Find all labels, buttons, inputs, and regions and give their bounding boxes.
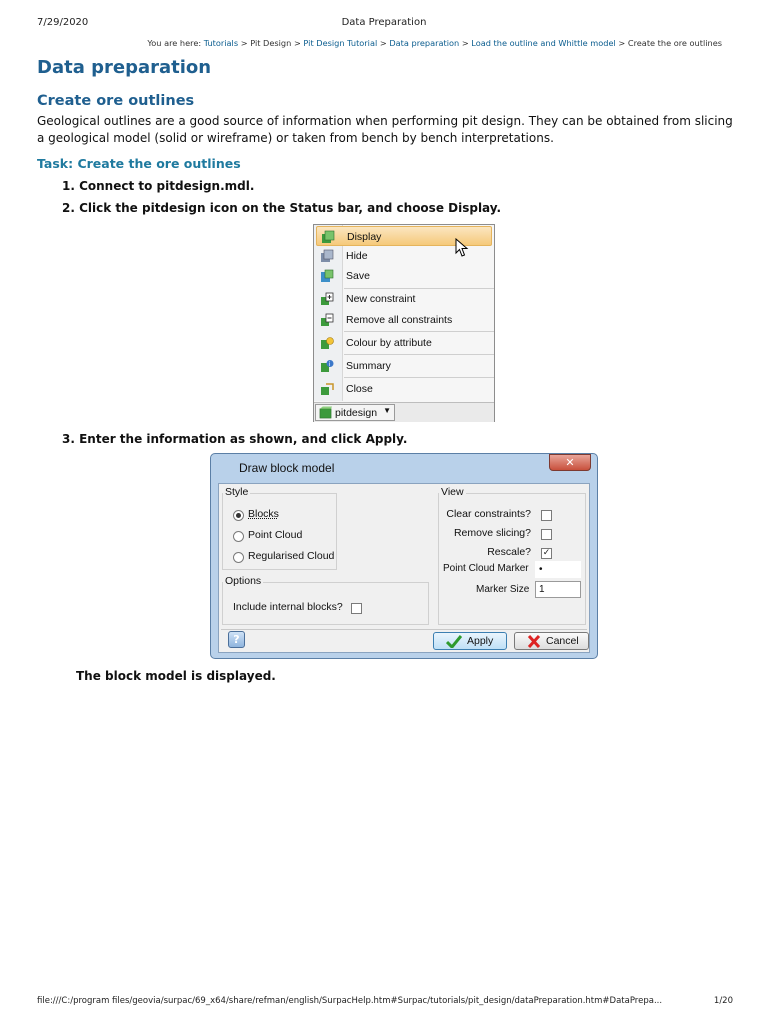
point-cloud-marker-field[interactable]: • [535,561,581,578]
marker-size-label: Marker Size [476,584,530,595]
menu-item-display[interactable]: Display [316,226,492,246]
help-button[interactable]: ? [228,631,245,648]
marker-size-field[interactable]: 1 [535,581,581,598]
draw-block-model-dialog [210,453,598,659]
page-title: Data preparation [37,57,212,78]
print-date: 7/29/2020 [37,17,89,28]
radio-point-cloud[interactable] [233,531,244,542]
style-group-label: Style [225,486,249,498]
pitdesign-context-menu [313,224,495,422]
menu-item-summary[interactable]: i Summary [316,356,492,376]
step-1: 1. Connect to pitdesign.mdl. [62,179,255,193]
breadcrumb-prefix: You are here: [147,38,202,48]
options-group-label: Options [225,575,262,587]
breadcrumb-load-outline[interactable]: Load the outline and Whittle model [471,38,616,48]
apply-button[interactable]: Apply [433,632,507,650]
rescale-checkbox[interactable]: ✓ [542,548,551,558]
breadcrumb: You are here: Tutorials > Pit Design > Pit Design Tutorial > Data preparation > Load the outline and Whittle model > Create the ore outlines [147,38,722,48]
block-model-icon [319,406,332,419]
summary-icon [320,359,334,373]
view-group-label: View [441,486,464,498]
status-bar [314,402,494,422]
radio-regularised-cloud-label[interactable]: Regularised Cloud [248,550,335,562]
menu-item-close[interactable]: Close [316,379,492,399]
task-title: Task: Create the ore outlines [37,156,241,171]
dialog-client [218,483,590,653]
display-icon [321,230,335,244]
remove-constraints-icon [320,313,334,327]
breadcrumb-pit-design-tutorial[interactable]: Pit Design Tutorial [303,38,378,48]
footer-page-number: 1/20 [713,996,733,1006]
radio-blocks[interactable] [233,510,244,521]
pitdesign-status-button[interactable]: pitdesign ▼ [315,404,395,421]
cancel-button[interactable]: Cancel [514,632,589,650]
dialog-close-button[interactable]: ✕ [549,454,591,471]
colour-attribute-icon [320,336,334,350]
save-icon [320,269,334,283]
menu-item-new-constraint[interactable]: New constraint [316,289,492,309]
remove-slicing-label: Remove slicing? [453,527,531,539]
hide-icon [320,249,334,263]
breadcrumb-tutorials[interactable]: Tutorials [203,38,239,48]
radio-regularised-cloud[interactable] [233,552,244,563]
remove-slicing-checkbox[interactable] [541,529,552,540]
footer-path: file:///C:/program files/geovia/surpac/69_x64/share/refman/english/SurpacHelp.htm#Surpac/tutorials/pit_design/dataPreparation.htm#DataPrepa... [37,996,663,1006]
cross-icon [527,635,541,648]
clear-constraints-label: Clear constraints? [446,508,531,520]
dialog-title: Draw block model [239,461,335,475]
radio-point-cloud-label[interactable]: Point Cloud [248,529,303,541]
breadcrumb-current: Create the ore outlines [627,38,722,48]
rescale-label: Rescale? [487,546,531,558]
step-3: 3. Enter the information as shown, and click Apply. [62,432,408,446]
breadcrumb-pit-design: Pit Design [250,38,292,48]
print-title: Data Preparation [341,17,427,28]
menu-item-hide[interactable]: Hide [316,246,492,266]
include-internal-label: Include internal blocks? [233,601,343,613]
svg-text:i: i [328,361,331,368]
menu-item-remove-constraints[interactable]: Remove all constraints [316,310,492,330]
check-icon [446,635,462,648]
menu-item-save[interactable]: Save [316,266,492,286]
clear-constraints-checkbox[interactable] [541,510,552,521]
point-cloud-marker-label: Point Cloud Marker [443,563,529,574]
new-constraint-icon [320,292,334,306]
close-model-icon [320,382,334,396]
step-2: 2. Click the pitdesign icon on the Status bar, and choose Display. [62,201,502,215]
result-note: The block model is displayed. [76,669,276,683]
intro-paragraph: Geological outlines are a good source of information when performing pit design. They can be obtained from slicing a geological model (solid or wireframe) or taken from bench by bench interpretations. [37,114,733,145]
chevron-down-icon: ▼ [383,406,391,415]
breadcrumb-data-preparation[interactable]: Data preparation [389,38,460,48]
include-internal-checkbox[interactable] [351,603,362,614]
menu-item-colour-by-attribute[interactable]: Colour by attribute [316,333,492,353]
section-title: Create ore outlines [37,93,195,109]
radio-blocks-label[interactable]: Blocks [248,508,279,520]
